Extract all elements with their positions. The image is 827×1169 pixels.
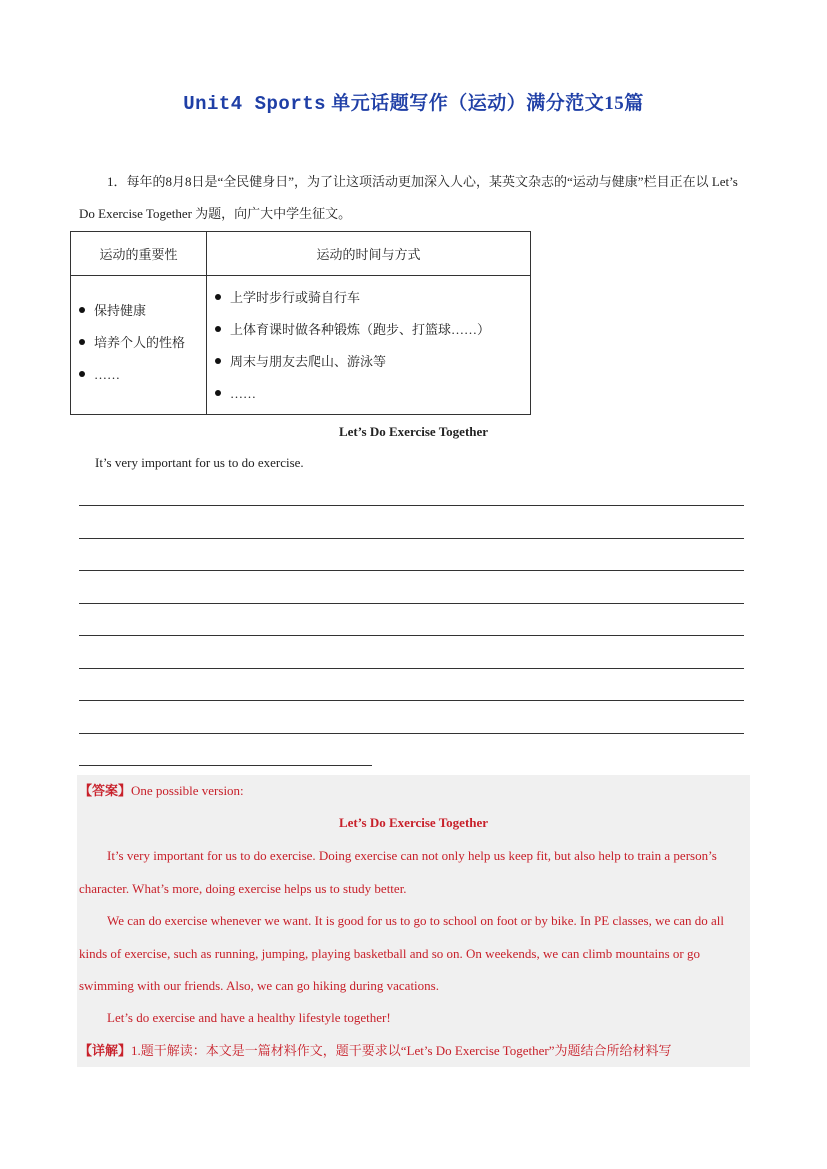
essay-opening: It’s very important for us to do exercise. [95, 455, 304, 470]
table-header-time-methods: 运动的时间与方式 [207, 232, 531, 276]
writing-line [79, 733, 744, 734]
writing-line [79, 668, 744, 669]
writing-line [79, 700, 744, 701]
bullet-icon [215, 390, 221, 396]
bullet-icon [215, 294, 221, 300]
list-item: 上体育课时做各种锻炼（跑步、打篮球……） [215, 314, 522, 346]
list-item: …… [79, 359, 198, 391]
list-item: 上学时步行或骑自行车 [215, 282, 522, 314]
detail-explanation: 【详解】1.题干解读：本文是一篇材料作文，题干要求以“Let’s Do Exercise Together”为题结合所给材料写 [79, 1043, 672, 1058]
writing-line [79, 570, 744, 571]
time-methods-cell [207, 276, 531, 415]
writing-line [79, 603, 744, 604]
bullet-icon [215, 326, 221, 332]
detail-tag: 【详解】 [79, 1043, 132, 1058]
bullet-icon [215, 358, 221, 364]
writing-line-short [79, 765, 372, 766]
requirements-table [70, 231, 531, 415]
writing-line [79, 505, 744, 506]
essay-title: Let’s Do Exercise Together [338, 424, 489, 439]
answer-paragraph-2: We can do exercise whenever we want. It is good for us to go to school on foot or by bike. In PE classes, we can do all kinds of exercise, such as running, jumping, playing basketball and so on. On weekends, we can climb mountains or go swimming with our friends. Also, we can go hiking during vacations. [79, 913, 725, 993]
bullet-icon [79, 307, 85, 313]
answer-intro: 【答案】One possible version: [79, 783, 244, 798]
answer-tag: 【答案】 [79, 783, 132, 798]
writing-line [79, 635, 744, 636]
list-item: 周末与朋友去爬山、游泳等 [215, 346, 522, 378]
title-english: Unit4 Sports [183, 93, 327, 115]
writing-line [79, 538, 744, 539]
question-text: 1．每年的8月8日是“全民健身日”，为了让这项活动更加深入人心，某英文杂志的“运动与健康”栏目正在以 Let’s Do Exercise Together 为题，向广大中学生征文。 [79, 174, 738, 221]
answer-paragraph-1: It’s very important for us to do exercise. Doing exercise can not only help us keep fit, but also help to train a person’s character. What’s more, doing exercise helps us to study better. [79, 848, 717, 896]
list-item: …… [215, 378, 522, 410]
list-item: 保持健康 [79, 295, 198, 327]
page-title [0, 88, 827, 115]
bullet-icon [79, 371, 85, 377]
answer-title: Let’s Do Exercise Together [338, 815, 489, 830]
bullet-icon [79, 339, 85, 345]
title-chinese: 单元话题写作（运动）满分范文15篇 [331, 93, 644, 114]
list-item: 培养个人的性格 [79, 327, 198, 359]
answer-paragraph-3: Let’s do exercise and have a healthy lifestyle together! [107, 1010, 391, 1025]
table-header-importance: 运动的重要性 [71, 232, 207, 276]
importance-cell [71, 276, 207, 415]
